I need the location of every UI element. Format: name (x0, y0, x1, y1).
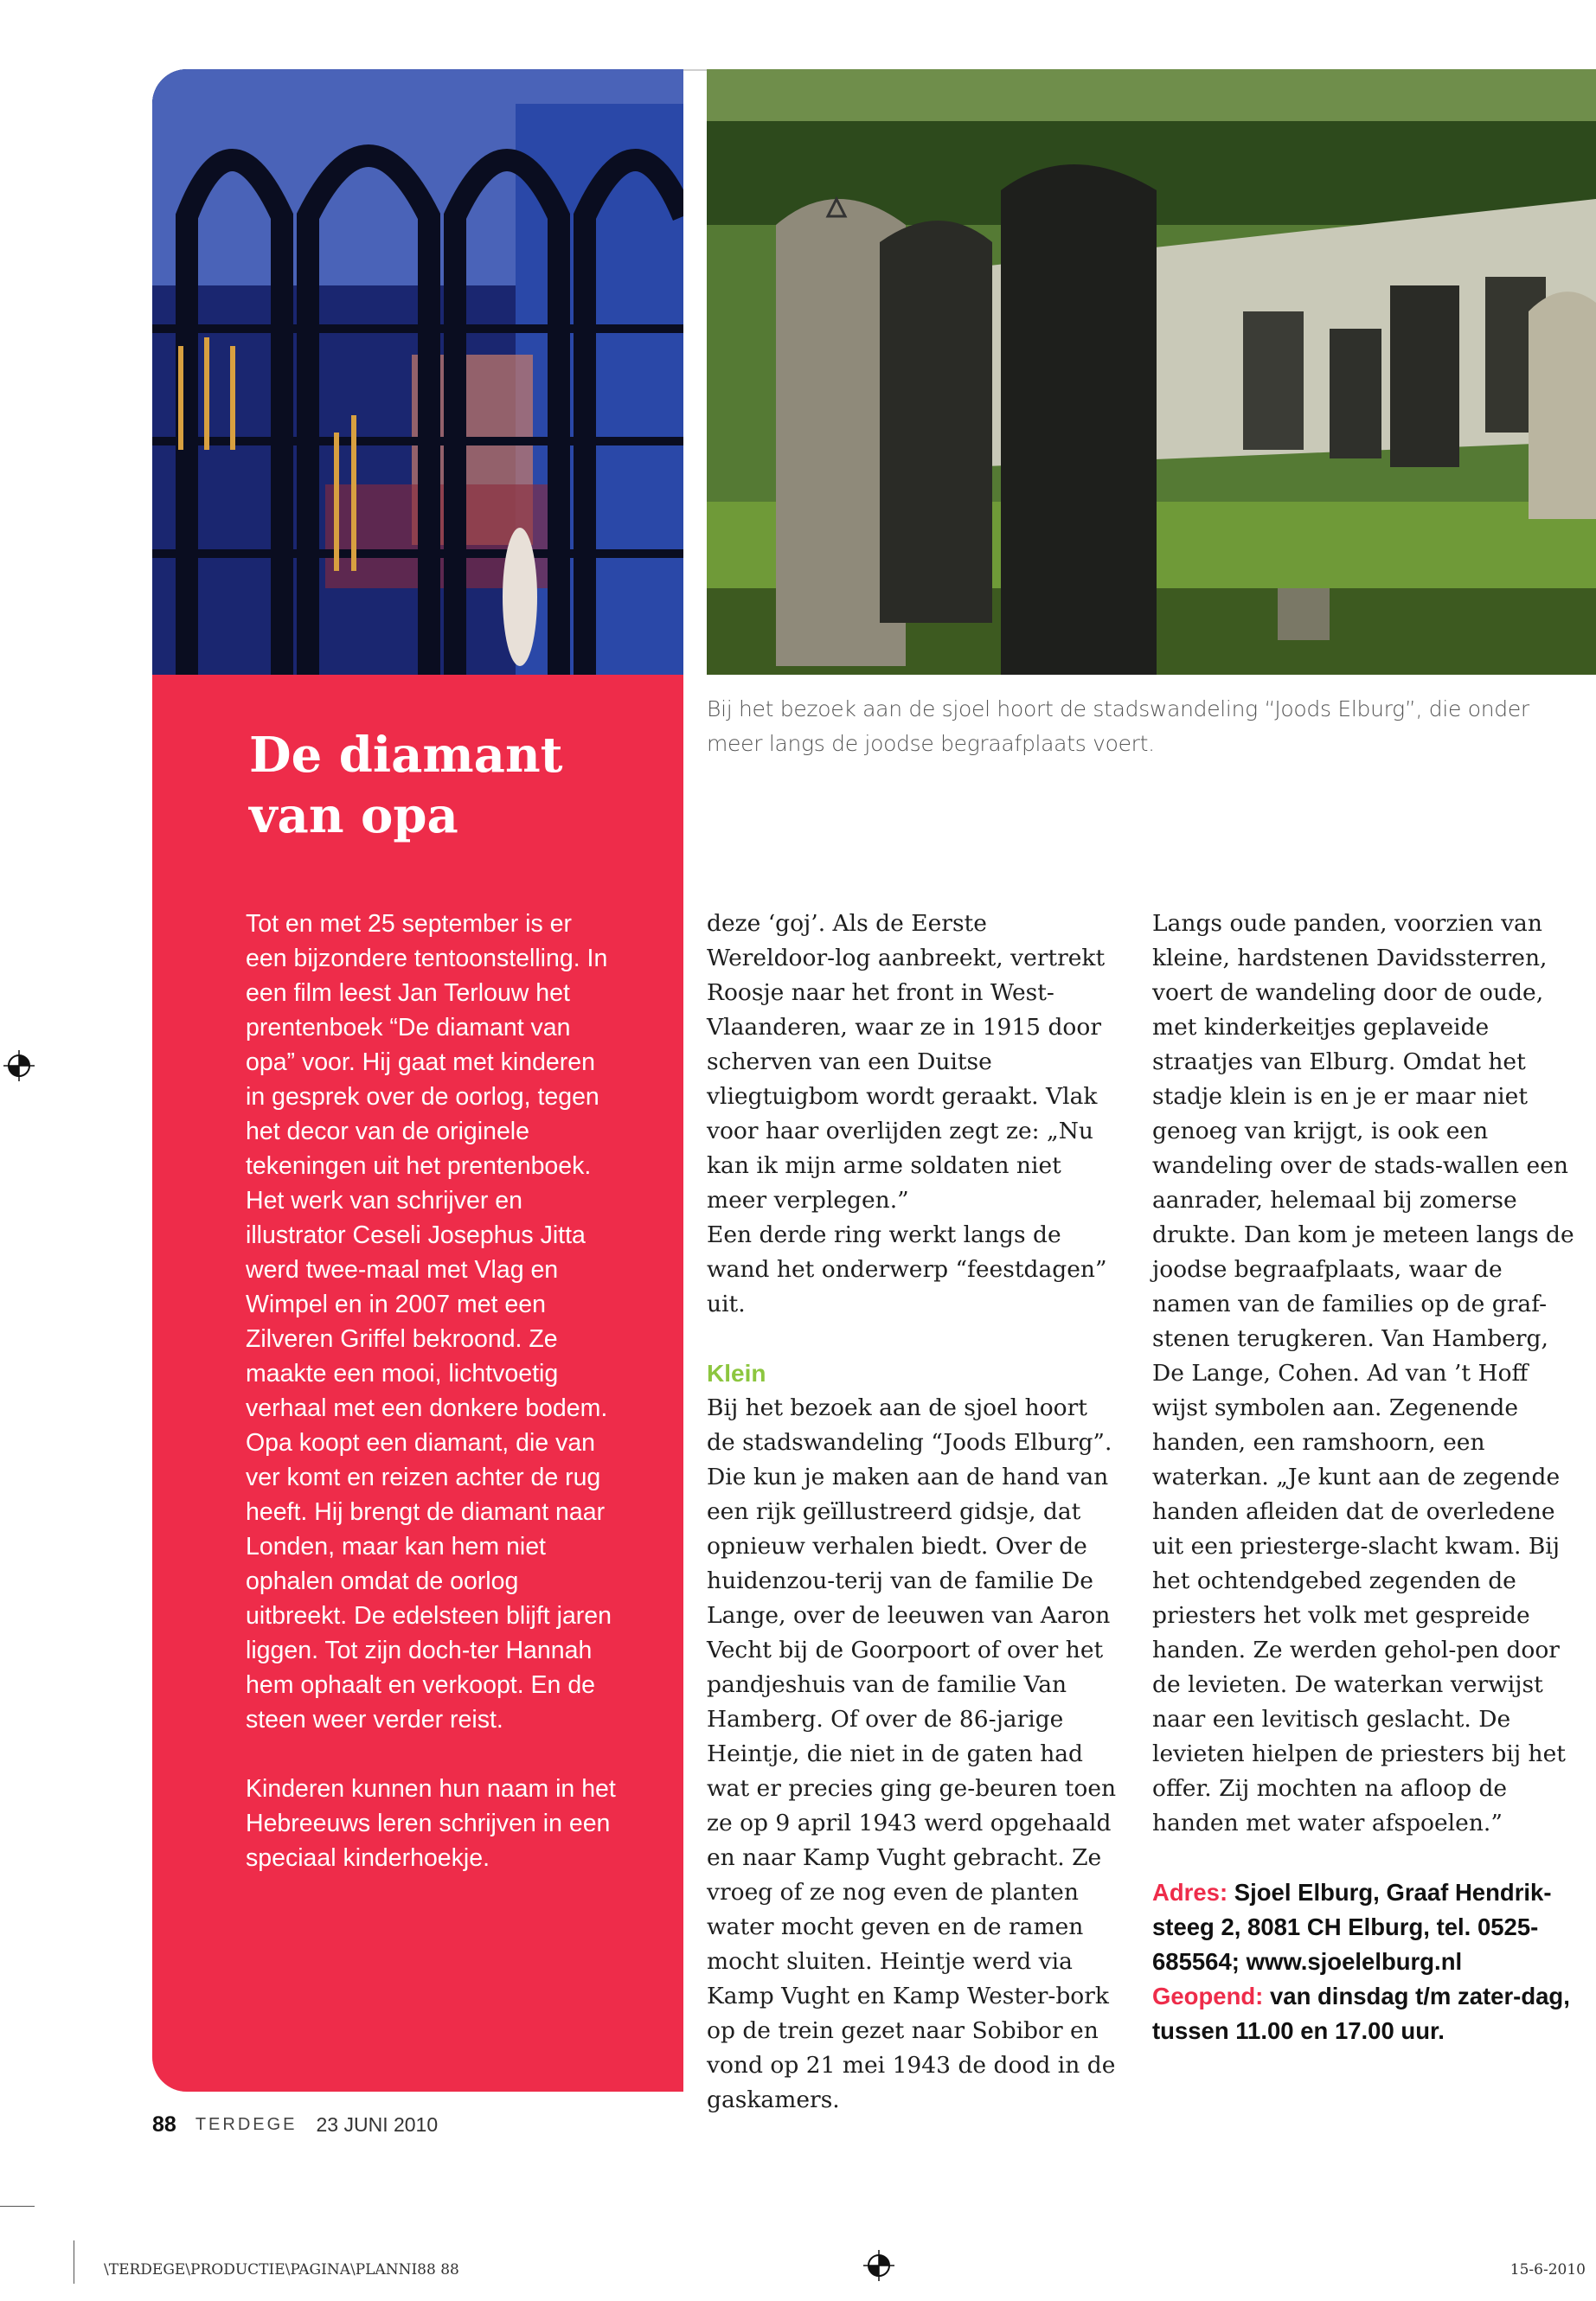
paragraph: Langs oude panden, voorzien van kleine, hardstenen Davidssterren, voert de wandeling door de oude, met kinderkeitjes geplaveide straatjes van Elburg. Omdat het stadje klein is en je er maar niet genoeg van krijgt, is ook een wandeling over de stads-wallen een aanrader, helemaal bij zomerse drukte. Dan kom je meteen langs de joodse begraafplaats, waar de namen van de families op de graf-stenen terugkeren. Van Hamberg, De Lange, Cohen. Ad van ’t Hoff wijst symbolen aan. Zegenende handen, een ramshoorn, een waterkan. „Je kunt aan de zegende handen afleiden dat de overledene uit een priesterge-slacht kwam. Bij het ochtendgebed zegenden de priesters het volk met gespreide handen. Ze werden gehol-pen door de levieten. De waterkan verwijst naar een levitisch geslacht. De levieten hielpen de priesters bij het offer. Zij mochten na afloop de handen met water afspoelen.” (1152, 910, 1574, 1836)
paragraph: Een derde ring werkt langs de wand het onderwerp “feestdagen” uit. (707, 1221, 1107, 1317)
photo-stained-glass (152, 69, 683, 675)
opening-label: Geopend: (1152, 1983, 1264, 2009)
page-number: 88 (152, 2112, 176, 2137)
cemetery-gravestones-icon (707, 69, 1596, 675)
registration-mark-icon (863, 2250, 894, 2281)
headline: De diamant van opa (249, 727, 563, 844)
photo-caption: Bij het bezoek aan de sjoel hoort de stadswandeling “Joods Elburg”, die onder meer langs de joodse begraafplaats voert. (707, 696, 1529, 756)
stained-glass-window-icon (152, 69, 683, 675)
subhead-klein: Klein (707, 1360, 766, 1387)
page-footer (152, 2109, 438, 2140)
address-value: Sjoel Elburg, Graaf Hendrik-steeg 2, 8081 CH Elburg, tel. 0525-685564; www.sjoelelburg.nl (1152, 1879, 1552, 1975)
print-date: 15-6-2010 (1509, 2261, 1586, 2279)
paragraph: deze ‘goj’. Als de Eerste Wereldoor-log aanbreekt, vertrekt Roosje naar het front in West-Vlaanderen, waar ze in 1915 door scherven van een Duitse vliegtuigbom wordt geraakt. Vlak voor haar overlijden zegt ze: „Nu kan ik mijn arme soldaten niet meer verplegen.” (707, 910, 1106, 1214)
address-label: Adres: (1152, 1879, 1228, 1906)
visitor-info (1152, 1875, 1585, 2048)
red-body-paragraph: Kinderen kunnen hun naam in het Hebreeuws leren schrijven in een speciaal kinderhoekje. (246, 1775, 616, 1872)
magazine-name: TERDEGE (195, 2114, 298, 2134)
article-column-2 (707, 907, 1122, 2118)
red-body-paragraph: Tot en met 25 september is er een bijzondere tentoonstelling. In een film leest Jan Terlouw het prentenboek “De diamant van opa” voor. Hij gaat met kinderen in gesprek over de oorlog, tegen het decor van de originele tekeningen uit het prentenboek. Het werk van schrijver en illustrator Ceseli Josephus Jitta werd twee-maal met Vlag en Wimpel en in 2007 met een Zilveren Griffel bekroond. Ze maakte een mooi, lichtvoetig verhaal met een donkere bodem. Opa koopt een diamant, die van ver komt en reizen achter de rug heeft. Hij brengt de diamant naar Londen, maar kan hem niet ophalen omdat de oorlog uitbreekt. De edelsteen blijft jaren liggen. Tot zijn doch-ter Hannah hem ophaalt en verkoopt. En de steen weer verder reist. (246, 910, 612, 1734)
crop-mark (0, 2206, 35, 2207)
article-column-3 (1152, 907, 1585, 2048)
photo-cemetery (707, 69, 1596, 675)
print-slug: \TERDEGE\PRODUCTIE\PAGINA\PLANNI88 88 (104, 2261, 459, 2279)
red-body-text (246, 907, 618, 1910)
registration-mark-icon (3, 1050, 35, 1081)
issue-date: 23 JUNI 2010 (316, 2112, 439, 2136)
paragraph: Bij het bezoek aan de sjoel hoort de stadswandeling “Joods Elburg”. Die kun je maken aan de hand van een rijk geïllustreerd gidsje, dat opnieuw verhalen biedt. Over de huidenzou-terij van de familie De Lange, over de leeuwen van Aaron Vecht bij de Goorpoort of over het pandjeshuis van de familie Van Hamberg. Of over de 86-jarige Heintje, die niet in de gaten had wat er precies ging ge-beuren toen ze op 9 april 1943 werd opgehaald en naar Kamp Vught gebracht. Ze vroeg of ze nog even de planten water mocht geven en de ramen mocht sluiten. Heintje werd via Kamp Vught en Kamp Wester-bork op de trein gezet naar Sobibor en vond op 21 mei 1943 de dood in de gaskamers. (707, 1394, 1117, 2113)
opening-value: van dinsdag t/m zater-dag, tussen 11.00 en 17.00 uur. (1152, 1983, 1570, 2044)
